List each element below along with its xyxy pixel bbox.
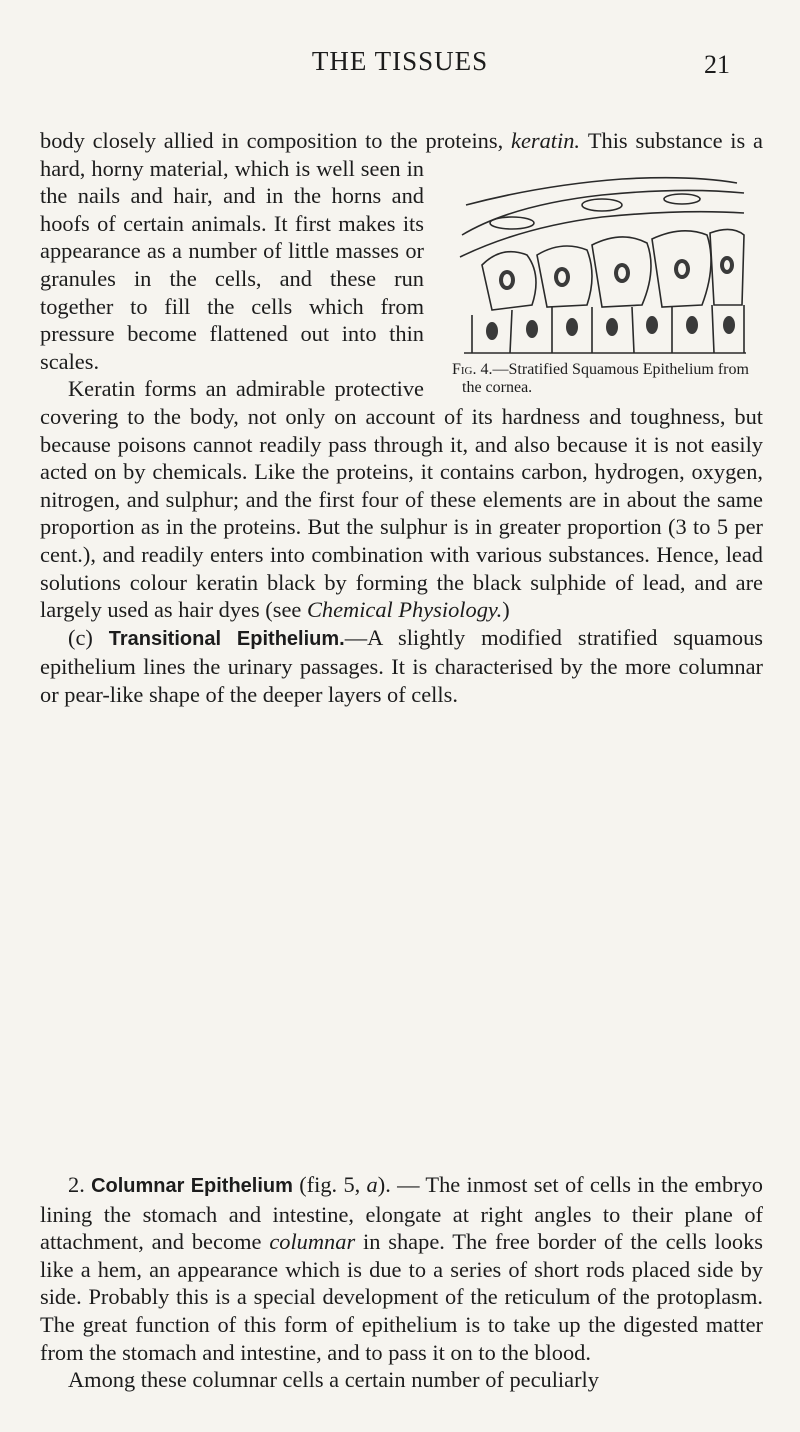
main-text-bottom: [40, 1171, 763, 1394]
paragraph-text: —A slightly modified stratified squamous epithelium lines the urinary passages. It is characterised by the more columnar or pear-like shape of the deeper layers of cells.: [40, 624, 763, 707]
paragraph-text: body closely allied in composition to the proteins,: [40, 128, 511, 153]
figure-4: [438, 165, 763, 397]
running-title: THE TISSUES: [311, 46, 489, 76]
stratified-epithelium-illustration: [452, 165, 750, 355]
figure-caption: [438, 361, 763, 397]
keratin-term: keratin.: [511, 128, 581, 153]
paragraph-keratin-protective: [40, 375, 763, 623]
paragraph-columnar-epithelium: [40, 1171, 763, 1366]
section-heading: Columnar Epithelium: [91, 1175, 293, 1197]
paragraph-text: in shape. The free border of the cells looks like a hem, an appearance which is due to a series of short rods placed side by side. Probably this is a special development of the reticulum of the protoplasm. The great function of this form of epithelium is to take up the digested matter from the stomach and intestine, and to pass it on to the blood.: [40, 1229, 764, 1365]
section-heading: Transitional Epithelium.: [92, 627, 345, 650]
paragraph-text: (fig. 5,: [292, 1172, 367, 1197]
main-text-top: [40, 127, 763, 708]
paragraph-text: Among these columnar cells a certain number of peculiarly: [68, 1367, 599, 1393]
chemical-physiology-ref: Chemical Physiology.: [306, 597, 503, 623]
paragraph-text: This substance is a hard, horny material, which is well seen in the nails and hair, and in the horns and hoofs of certain animals. It first makes its appearance as a number of little masses or granules in the cells, and these run together to fill the cells which from pressure become flattened out into thin scales.: [40, 128, 763, 374]
paragraph-text: Keratin forms an admirable protective covering to the body, not only on account of its hardness and toughness, but because poisons cannot readily pass through it, and also because it is not easily acted on by chemicals. Like the proteins, it contains carbon, hydrogen, oxygen, nitrogen, and sulphur; and the first four of these elements are in about the same proportion as in the proteins. But the sulphur is in greater proportion (3 to 5 per cent.), and readily enters into combination with various substances. Hence, lead solutions colour keratin black by forming the black sulphide of lead, and are largely used as hair dyes (see: [40, 376, 763, 623]
page-number: 21: [704, 50, 730, 79]
figure-label: Fig. 4.: [452, 360, 493, 378]
paragraph-keratin-intro: [40, 127, 763, 396]
figure-ref-letter: a: [366, 1172, 378, 1197]
figure-caption-text: —Stratified Squamous Epithelium from the cornea.: [462, 360, 749, 396]
paragraph-columnar-cells: [40, 1366, 763, 1394]
columnar-term: columnar: [269, 1229, 356, 1255]
paragraph-text: ): [502, 597, 510, 623]
section-number: 2.: [68, 1172, 92, 1197]
paragraph-text: ). — The inmost set of cells in the embryo lining the stomach and intestine, elongate at right angles to their plane of attachment, and become: [40, 1172, 763, 1255]
section-marker: (c): [68, 624, 93, 650]
paragraph-transitional-epithelium: [40, 624, 763, 709]
